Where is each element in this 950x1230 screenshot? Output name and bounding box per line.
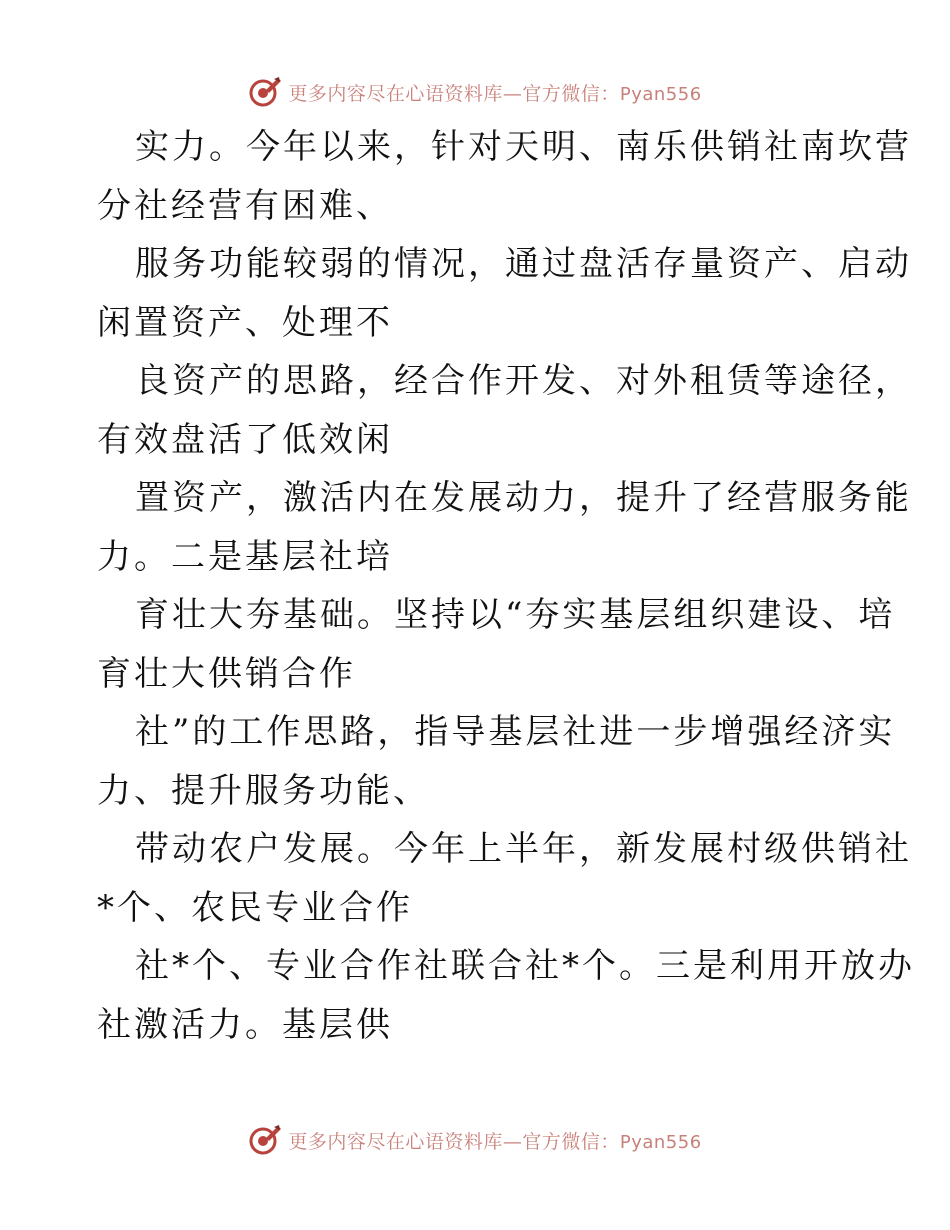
pen-logo-icon <box>248 1123 282 1157</box>
watermark-wechat-id: Pyan556 <box>619 1131 702 1153</box>
header-watermark <box>0 72 950 112</box>
body-line: *个、农民专业合作 <box>97 887 413 928</box>
body-line: 育壮大供销合作 <box>97 653 356 694</box>
body-line: 社*个、专业合作社联合社*个。三是利用开放办 <box>135 946 915 986</box>
watermark-wechat-id: Pyan556 <box>619 83 702 105</box>
watermark-text: 更多内容尽在心语资料库—官方微信：Pyan556 <box>288 1130 702 1153</box>
pen-logo-icon <box>248 75 282 109</box>
document-body <box>97 118 915 1054</box>
body-line: 置资产，激活内在发展动力，提升了经营服务能 <box>135 478 912 518</box>
footer-watermark <box>0 1120 950 1160</box>
body-line: 有效盘活了低效闲 <box>97 419 393 460</box>
watermark-text: 更多内容尽在心语资料库—官方微信：Pyan556 <box>288 82 702 105</box>
body-line: 育壮大夯基础。坚持以“夯实基层组织建设、培 <box>135 595 896 635</box>
body-line: 良资产的思路，经合作开发、对外租赁等途径， <box>135 361 912 401</box>
body-line: 服务功能较弱的情况，通过盘活存量资产、启动 <box>135 244 912 284</box>
body-line: 力。二是基层社培 <box>97 536 393 577</box>
body-line: 带动农户发展。今年上半年，新发展村级供销社 <box>135 829 912 869</box>
body-line: 分社经营有困难、 <box>97 185 393 226</box>
body-line: 社”的工作思路，指导基层社进一步增强经济实 <box>135 712 896 752</box>
body-line: 力、提升服务功能、 <box>97 770 430 811</box>
body-line: 实力。今年以来，针对天明、南乐供销社南坎营 <box>135 127 912 167</box>
body-line: 社激活力。基层供 <box>97 1004 393 1045</box>
body-line: 闲置资产、处理不 <box>97 302 393 343</box>
